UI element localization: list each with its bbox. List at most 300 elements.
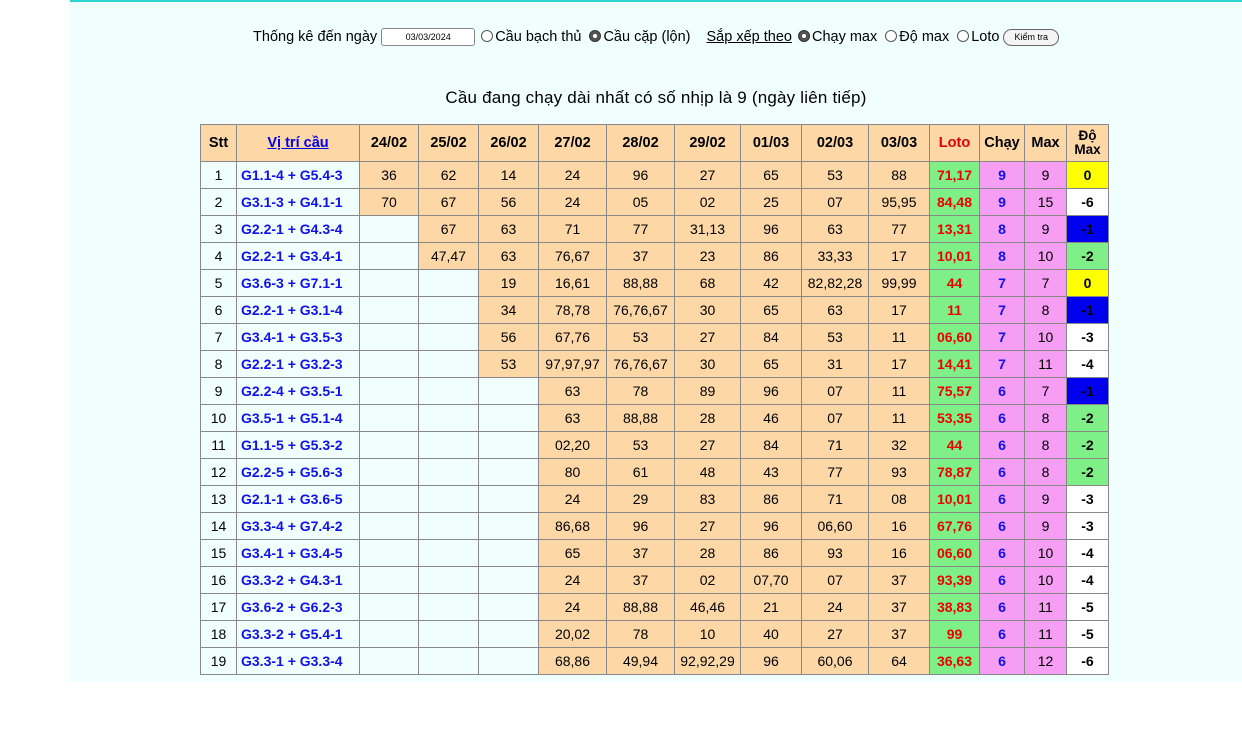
table-row	[201, 189, 1109, 216]
row-day-value: 31	[802, 351, 869, 378]
row-day-value: 56	[479, 324, 539, 351]
row-day-empty	[479, 459, 539, 486]
row-day-value: 11	[869, 405, 930, 432]
col-header-day: 24/02	[360, 125, 419, 162]
row-max: 8	[1025, 432, 1067, 459]
row-chay: 7	[980, 297, 1025, 324]
row-stt: 5	[201, 270, 237, 297]
row-do-max: -1	[1067, 216, 1109, 243]
row-day-empty	[479, 594, 539, 621]
row-stt: 4	[201, 243, 237, 270]
row-max: 9	[1025, 513, 1067, 540]
row-stt: 18	[201, 621, 237, 648]
stats-table	[200, 124, 1109, 675]
row-day-value: 02,20	[539, 432, 607, 459]
row-day-empty	[419, 324, 479, 351]
row-day-empty	[360, 486, 419, 513]
row-day-value: 63	[802, 216, 869, 243]
row-day-empty	[419, 621, 479, 648]
row-chay: 6	[980, 540, 1025, 567]
row-loto: 78,87	[930, 459, 980, 486]
radio-sort-chay-max[interactable]	[798, 30, 810, 42]
row-max: 11	[1025, 621, 1067, 648]
row-day-value: 68,86	[539, 648, 607, 675]
row-max: 10	[1025, 567, 1067, 594]
row-day-value: 96	[607, 162, 675, 189]
table-row	[201, 648, 1109, 675]
row-max: 15	[1025, 189, 1067, 216]
table-row	[201, 162, 1109, 189]
row-day-value: 37	[869, 594, 930, 621]
row-position-link[interactable]: G3.3-1 + G3.3-4	[237, 648, 360, 675]
row-position-link[interactable]: G2.2-5 + G5.6-3	[237, 459, 360, 486]
row-do-max: -2	[1067, 432, 1109, 459]
row-loto: 11	[930, 297, 980, 324]
row-day-value: 53	[802, 324, 869, 351]
row-loto: 71,17	[930, 162, 980, 189]
row-day-empty	[419, 486, 479, 513]
row-day-empty	[360, 594, 419, 621]
row-day-value: 84	[741, 432, 802, 459]
row-day-value: 96	[741, 648, 802, 675]
col-header-stt: Stt	[201, 125, 237, 162]
row-day-value: 76,67	[539, 243, 607, 270]
row-day-value: 88,88	[607, 270, 675, 297]
row-day-value: 89	[675, 378, 741, 405]
row-position-link[interactable]: G3.3-4 + G7.4-2	[237, 513, 360, 540]
row-chay: 6	[980, 513, 1025, 540]
row-day-value: 95,95	[869, 189, 930, 216]
row-day-value: 78	[607, 378, 675, 405]
row-day-value: 02	[675, 567, 741, 594]
row-day-value: 46,46	[675, 594, 741, 621]
row-max: 11	[1025, 594, 1067, 621]
row-day-empty	[360, 540, 419, 567]
row-day-value: 71	[802, 486, 869, 513]
row-day-empty	[360, 405, 419, 432]
row-day-value: 27	[675, 324, 741, 351]
row-day-value: 88	[869, 162, 930, 189]
table-row	[201, 459, 1109, 486]
table-row	[201, 432, 1109, 459]
row-day-empty	[419, 459, 479, 486]
row-day-value: 42	[741, 270, 802, 297]
row-day-empty	[360, 567, 419, 594]
row-position-link[interactable]: G3.6-3 + G7.1-1	[237, 270, 360, 297]
row-day-value: 24	[539, 486, 607, 513]
row-day-value: 78,78	[539, 297, 607, 324]
row-max: 7	[1025, 378, 1067, 405]
row-day-value: 17	[869, 351, 930, 378]
row-day-empty	[419, 567, 479, 594]
row-day-value: 30	[675, 351, 741, 378]
row-chay: 6	[980, 594, 1025, 621]
radio-sort-chay-max-label[interactable]: Chạy max	[811, 29, 878, 45]
row-position-link[interactable]: G3.3-2 + G5.4-1	[237, 621, 360, 648]
row-stt: 2	[201, 189, 237, 216]
row-day-empty	[360, 621, 419, 648]
row-day-value: 83	[675, 486, 741, 513]
row-day-value: 93	[802, 540, 869, 567]
row-day-value: 76,76,67	[607, 351, 675, 378]
col-header-day: 28/02	[607, 125, 675, 162]
row-day-empty	[419, 270, 479, 297]
col-header-day: 29/02	[675, 125, 741, 162]
col-header-loto: Loto	[930, 125, 980, 162]
row-day-value: 86,68	[539, 513, 607, 540]
row-day-value: 77	[802, 459, 869, 486]
row-position-link[interactable]: G2.2-1 + G3.2-3	[237, 351, 360, 378]
row-day-value: 71	[802, 432, 869, 459]
row-stt: 13	[201, 486, 237, 513]
radio-bach-thu[interactable]	[481, 30, 493, 42]
row-position-link[interactable]: G1.1-4 + G5.4-3	[237, 162, 360, 189]
row-day-value: 37	[607, 243, 675, 270]
row-max: 8	[1025, 405, 1067, 432]
col-header-day: 03/03	[869, 125, 930, 162]
row-day-value: 07	[802, 378, 869, 405]
row-stt: 15	[201, 540, 237, 567]
table-row	[201, 621, 1109, 648]
row-day-value: 23	[675, 243, 741, 270]
row-day-value: 96	[741, 378, 802, 405]
row-day-empty	[479, 621, 539, 648]
main-panel	[70, 0, 1242, 682]
row-chay: 6	[980, 486, 1025, 513]
row-do-max: -4	[1067, 540, 1109, 567]
radio-cap-lon-label[interactable]: Cầu cặp (lộn)	[603, 29, 691, 45]
row-max: 8	[1025, 297, 1067, 324]
table-row	[201, 324, 1109, 351]
row-day-empty	[479, 405, 539, 432]
row-day-empty	[479, 486, 539, 513]
row-day-value: 86	[741, 540, 802, 567]
row-chay: 9	[980, 189, 1025, 216]
row-day-value: 62	[419, 162, 479, 189]
col-header-day: 27/02	[539, 125, 607, 162]
row-max: 12	[1025, 648, 1067, 675]
row-day-value: 92,92,29	[675, 648, 741, 675]
row-position-link[interactable]: G3.4-1 + G3.5-3	[237, 324, 360, 351]
row-day-value: 63	[479, 243, 539, 270]
row-day-empty	[419, 648, 479, 675]
radio-bach-thu-label[interactable]: Cầu bạch thủ	[495, 29, 582, 45]
row-position-link[interactable]: G2.2-1 + G3.1-4	[237, 297, 360, 324]
row-day-value: 46	[741, 405, 802, 432]
col-header-chay: Chạy	[980, 125, 1025, 162]
row-day-value: 27	[675, 432, 741, 459]
row-day-value: 53	[607, 324, 675, 351]
row-day-value: 63	[539, 378, 607, 405]
row-do-max: -3	[1067, 324, 1109, 351]
row-loto: 38,83	[930, 594, 980, 621]
col-header-max: Max	[1025, 125, 1067, 162]
row-day-value: 53	[607, 432, 675, 459]
row-do-max: -4	[1067, 351, 1109, 378]
row-day-value: 71	[539, 216, 607, 243]
row-day-empty	[479, 378, 539, 405]
row-position-link[interactable]: G3.6-2 + G6.2-3	[237, 594, 360, 621]
row-chay: 6	[980, 459, 1025, 486]
row-do-max: -6	[1067, 189, 1109, 216]
row-day-value: 24	[539, 567, 607, 594]
row-max: 10	[1025, 540, 1067, 567]
table-row	[201, 486, 1109, 513]
radio-sort-do-max-label[interactable]: Độ max	[899, 29, 950, 45]
row-day-empty	[360, 351, 419, 378]
row-day-value: 82,82,28	[802, 270, 869, 297]
row-stt: 16	[201, 567, 237, 594]
row-day-empty	[360, 324, 419, 351]
row-chay: 6	[980, 432, 1025, 459]
row-day-empty	[419, 405, 479, 432]
radio-cap-lon[interactable]	[589, 30, 601, 42]
row-day-value: 96	[741, 513, 802, 540]
row-loto: 10,01	[930, 486, 980, 513]
table-row	[201, 297, 1109, 324]
row-day-value: 37	[607, 567, 675, 594]
check-button[interactable]: Kiểm tra	[1003, 29, 1059, 46]
row-loto: 36,63	[930, 648, 980, 675]
row-day-value: 97,97,97	[539, 351, 607, 378]
row-day-value: 63	[539, 405, 607, 432]
row-day-value: 53	[802, 162, 869, 189]
row-chay: 7	[980, 270, 1025, 297]
row-day-value: 64	[869, 648, 930, 675]
row-day-empty	[360, 513, 419, 540]
row-loto: 06,60	[930, 324, 980, 351]
row-day-empty	[360, 432, 419, 459]
row-day-empty	[419, 297, 479, 324]
row-day-value: 37	[869, 621, 930, 648]
row-stt: 19	[201, 648, 237, 675]
row-day-value: 48	[675, 459, 741, 486]
row-day-value: 65	[741, 297, 802, 324]
row-day-value: 27	[675, 513, 741, 540]
radio-sort-loto-label[interactable]: Loto	[971, 29, 1000, 45]
table-row	[201, 567, 1109, 594]
row-chay: 8	[980, 243, 1025, 270]
row-day-value: 37	[607, 540, 675, 567]
col-header-do-max-line2: Max	[1074, 142, 1101, 157]
col-header-day: 02/03	[802, 125, 869, 162]
row-max: 9	[1025, 162, 1067, 189]
row-do-max: -2	[1067, 405, 1109, 432]
col-header-day: 26/02	[479, 125, 539, 162]
row-stt: 6	[201, 297, 237, 324]
table-row	[201, 243, 1109, 270]
row-day-value: 76,76,67	[607, 297, 675, 324]
row-day-value: 93	[869, 459, 930, 486]
row-position-link[interactable]: G3.4-1 + G3.4-5	[237, 540, 360, 567]
row-loto: 44	[930, 432, 980, 459]
row-max: 11	[1025, 351, 1067, 378]
row-loto: 14,41	[930, 351, 980, 378]
row-do-max: -3	[1067, 513, 1109, 540]
row-stt: 17	[201, 594, 237, 621]
row-day-empty	[360, 216, 419, 243]
radio-sort-loto[interactable]	[957, 30, 969, 42]
row-do-max: 0	[1067, 162, 1109, 189]
row-stt: 11	[201, 432, 237, 459]
row-loto: 93,39	[930, 567, 980, 594]
col-header-position[interactable]: Vị trí cầu	[237, 125, 360, 162]
row-chay: 6	[980, 621, 1025, 648]
date-input[interactable]	[381, 28, 475, 46]
row-day-value: 16	[869, 513, 930, 540]
table-row	[201, 405, 1109, 432]
row-day-value: 88,88	[607, 405, 675, 432]
row-stt: 8	[201, 351, 237, 378]
sort-by-link[interactable]: Sắp xếp theo	[706, 29, 792, 45]
row-day-value: 65	[741, 162, 802, 189]
row-day-empty	[360, 378, 419, 405]
row-day-value: 78	[607, 621, 675, 648]
row-day-empty	[479, 513, 539, 540]
row-day-value: 63	[479, 216, 539, 243]
row-day-empty	[360, 243, 419, 270]
row-max: 9	[1025, 486, 1067, 513]
row-day-empty	[419, 594, 479, 621]
row-day-value: 65	[741, 351, 802, 378]
row-day-value: 17	[869, 243, 930, 270]
row-day-value: 60,06	[802, 648, 869, 675]
row-day-empty	[360, 648, 419, 675]
row-day-empty	[479, 648, 539, 675]
table-row	[201, 594, 1109, 621]
row-position-link[interactable]: G3.3-2 + G4.3-1	[237, 567, 360, 594]
row-stt: 9	[201, 378, 237, 405]
row-do-max: -1	[1067, 378, 1109, 405]
row-do-max: -2	[1067, 459, 1109, 486]
row-max: 10	[1025, 324, 1067, 351]
row-day-value: 05	[607, 189, 675, 216]
row-loto: 44	[930, 270, 980, 297]
row-position-link[interactable]: G2.2-1 + G3.4-1	[237, 243, 360, 270]
row-day-value: 32	[869, 432, 930, 459]
row-day-value: 61	[607, 459, 675, 486]
row-day-value: 68	[675, 270, 741, 297]
row-day-value: 08	[869, 486, 930, 513]
row-day-value: 20,02	[539, 621, 607, 648]
row-day-value: 27	[802, 621, 869, 648]
row-day-value: 16	[869, 540, 930, 567]
row-do-max: -2	[1067, 243, 1109, 270]
row-day-value: 07	[802, 567, 869, 594]
row-do-max: -5	[1067, 621, 1109, 648]
row-position-link[interactable]: G2.1-1 + G3.6-5	[237, 486, 360, 513]
row-do-max: -1	[1067, 297, 1109, 324]
row-max: 10	[1025, 243, 1067, 270]
row-day-value: 24	[539, 594, 607, 621]
row-day-value: 25	[741, 189, 802, 216]
row-day-value: 24	[539, 189, 607, 216]
row-loto: 84,48	[930, 189, 980, 216]
row-day-value: 11	[869, 378, 930, 405]
row-day-value: 77	[869, 216, 930, 243]
row-chay: 7	[980, 324, 1025, 351]
col-header-day: 01/03	[741, 125, 802, 162]
row-day-value: 02	[675, 189, 741, 216]
row-chay: 7	[980, 351, 1025, 378]
row-loto: 10,01	[930, 243, 980, 270]
row-day-empty	[479, 540, 539, 567]
col-header-do-max	[1067, 125, 1109, 162]
row-day-value: 07	[802, 405, 869, 432]
row-day-value: 84	[741, 324, 802, 351]
stat-date-label: Thống kê đến ngày	[253, 29, 378, 45]
row-day-value: 77	[607, 216, 675, 243]
col-header-day: 25/02	[419, 125, 479, 162]
row-day-value: 56	[479, 189, 539, 216]
row-loto: 53,35	[930, 405, 980, 432]
table-row	[201, 378, 1109, 405]
row-day-value: 30	[675, 297, 741, 324]
row-day-value: 06,60	[802, 513, 869, 540]
row-day-value: 11	[869, 324, 930, 351]
row-day-value: 96	[741, 216, 802, 243]
row-do-max: 0	[1067, 270, 1109, 297]
row-day-value: 67	[419, 189, 479, 216]
row-day-value: 29	[607, 486, 675, 513]
row-do-max: -4	[1067, 567, 1109, 594]
row-position-link[interactable]: G2.2-4 + G3.5-1	[237, 378, 360, 405]
row-chay: 6	[980, 567, 1025, 594]
row-day-value: 31,13	[675, 216, 741, 243]
row-day-value: 86	[741, 243, 802, 270]
row-day-value: 70	[360, 189, 419, 216]
row-day-value: 40	[741, 621, 802, 648]
filter-toolbar	[70, 28, 1242, 46]
row-loto: 13,31	[930, 216, 980, 243]
row-chay: 6	[980, 405, 1025, 432]
row-do-max: -3	[1067, 486, 1109, 513]
row-position-link[interactable]: G3.1-3 + G4.1-1	[237, 189, 360, 216]
row-day-value: 07	[802, 189, 869, 216]
row-chay: 9	[980, 162, 1025, 189]
row-day-value: 10	[675, 621, 741, 648]
row-day-empty	[360, 270, 419, 297]
row-day-value: 33,33	[802, 243, 869, 270]
row-do-max: -5	[1067, 594, 1109, 621]
row-day-value: 19	[479, 270, 539, 297]
row-day-value: 07,70	[741, 567, 802, 594]
row-day-empty	[419, 513, 479, 540]
row-position-link[interactable]: G1.1-5 + G5.3-2	[237, 432, 360, 459]
row-position-link[interactable]: G2.2-1 + G4.3-4	[237, 216, 360, 243]
row-day-empty	[360, 459, 419, 486]
row-day-value: 80	[539, 459, 607, 486]
row-day-value: 16,61	[539, 270, 607, 297]
row-stt: 12	[201, 459, 237, 486]
row-day-value: 24	[802, 594, 869, 621]
row-day-value: 96	[607, 513, 675, 540]
row-day-value: 63	[802, 297, 869, 324]
table-row	[201, 216, 1109, 243]
table-body	[201, 162, 1109, 675]
row-stt: 3	[201, 216, 237, 243]
row-day-value: 21	[741, 594, 802, 621]
row-max: 9	[1025, 216, 1067, 243]
row-chay: 6	[980, 378, 1025, 405]
row-day-value: 47,47	[419, 243, 479, 270]
table-row	[201, 270, 1109, 297]
row-loto: 06,60	[930, 540, 980, 567]
row-position-link[interactable]: G3.5-1 + G5.1-4	[237, 405, 360, 432]
row-max: 7	[1025, 270, 1067, 297]
row-day-value: 65	[539, 540, 607, 567]
radio-sort-do-max[interactable]	[885, 30, 897, 42]
